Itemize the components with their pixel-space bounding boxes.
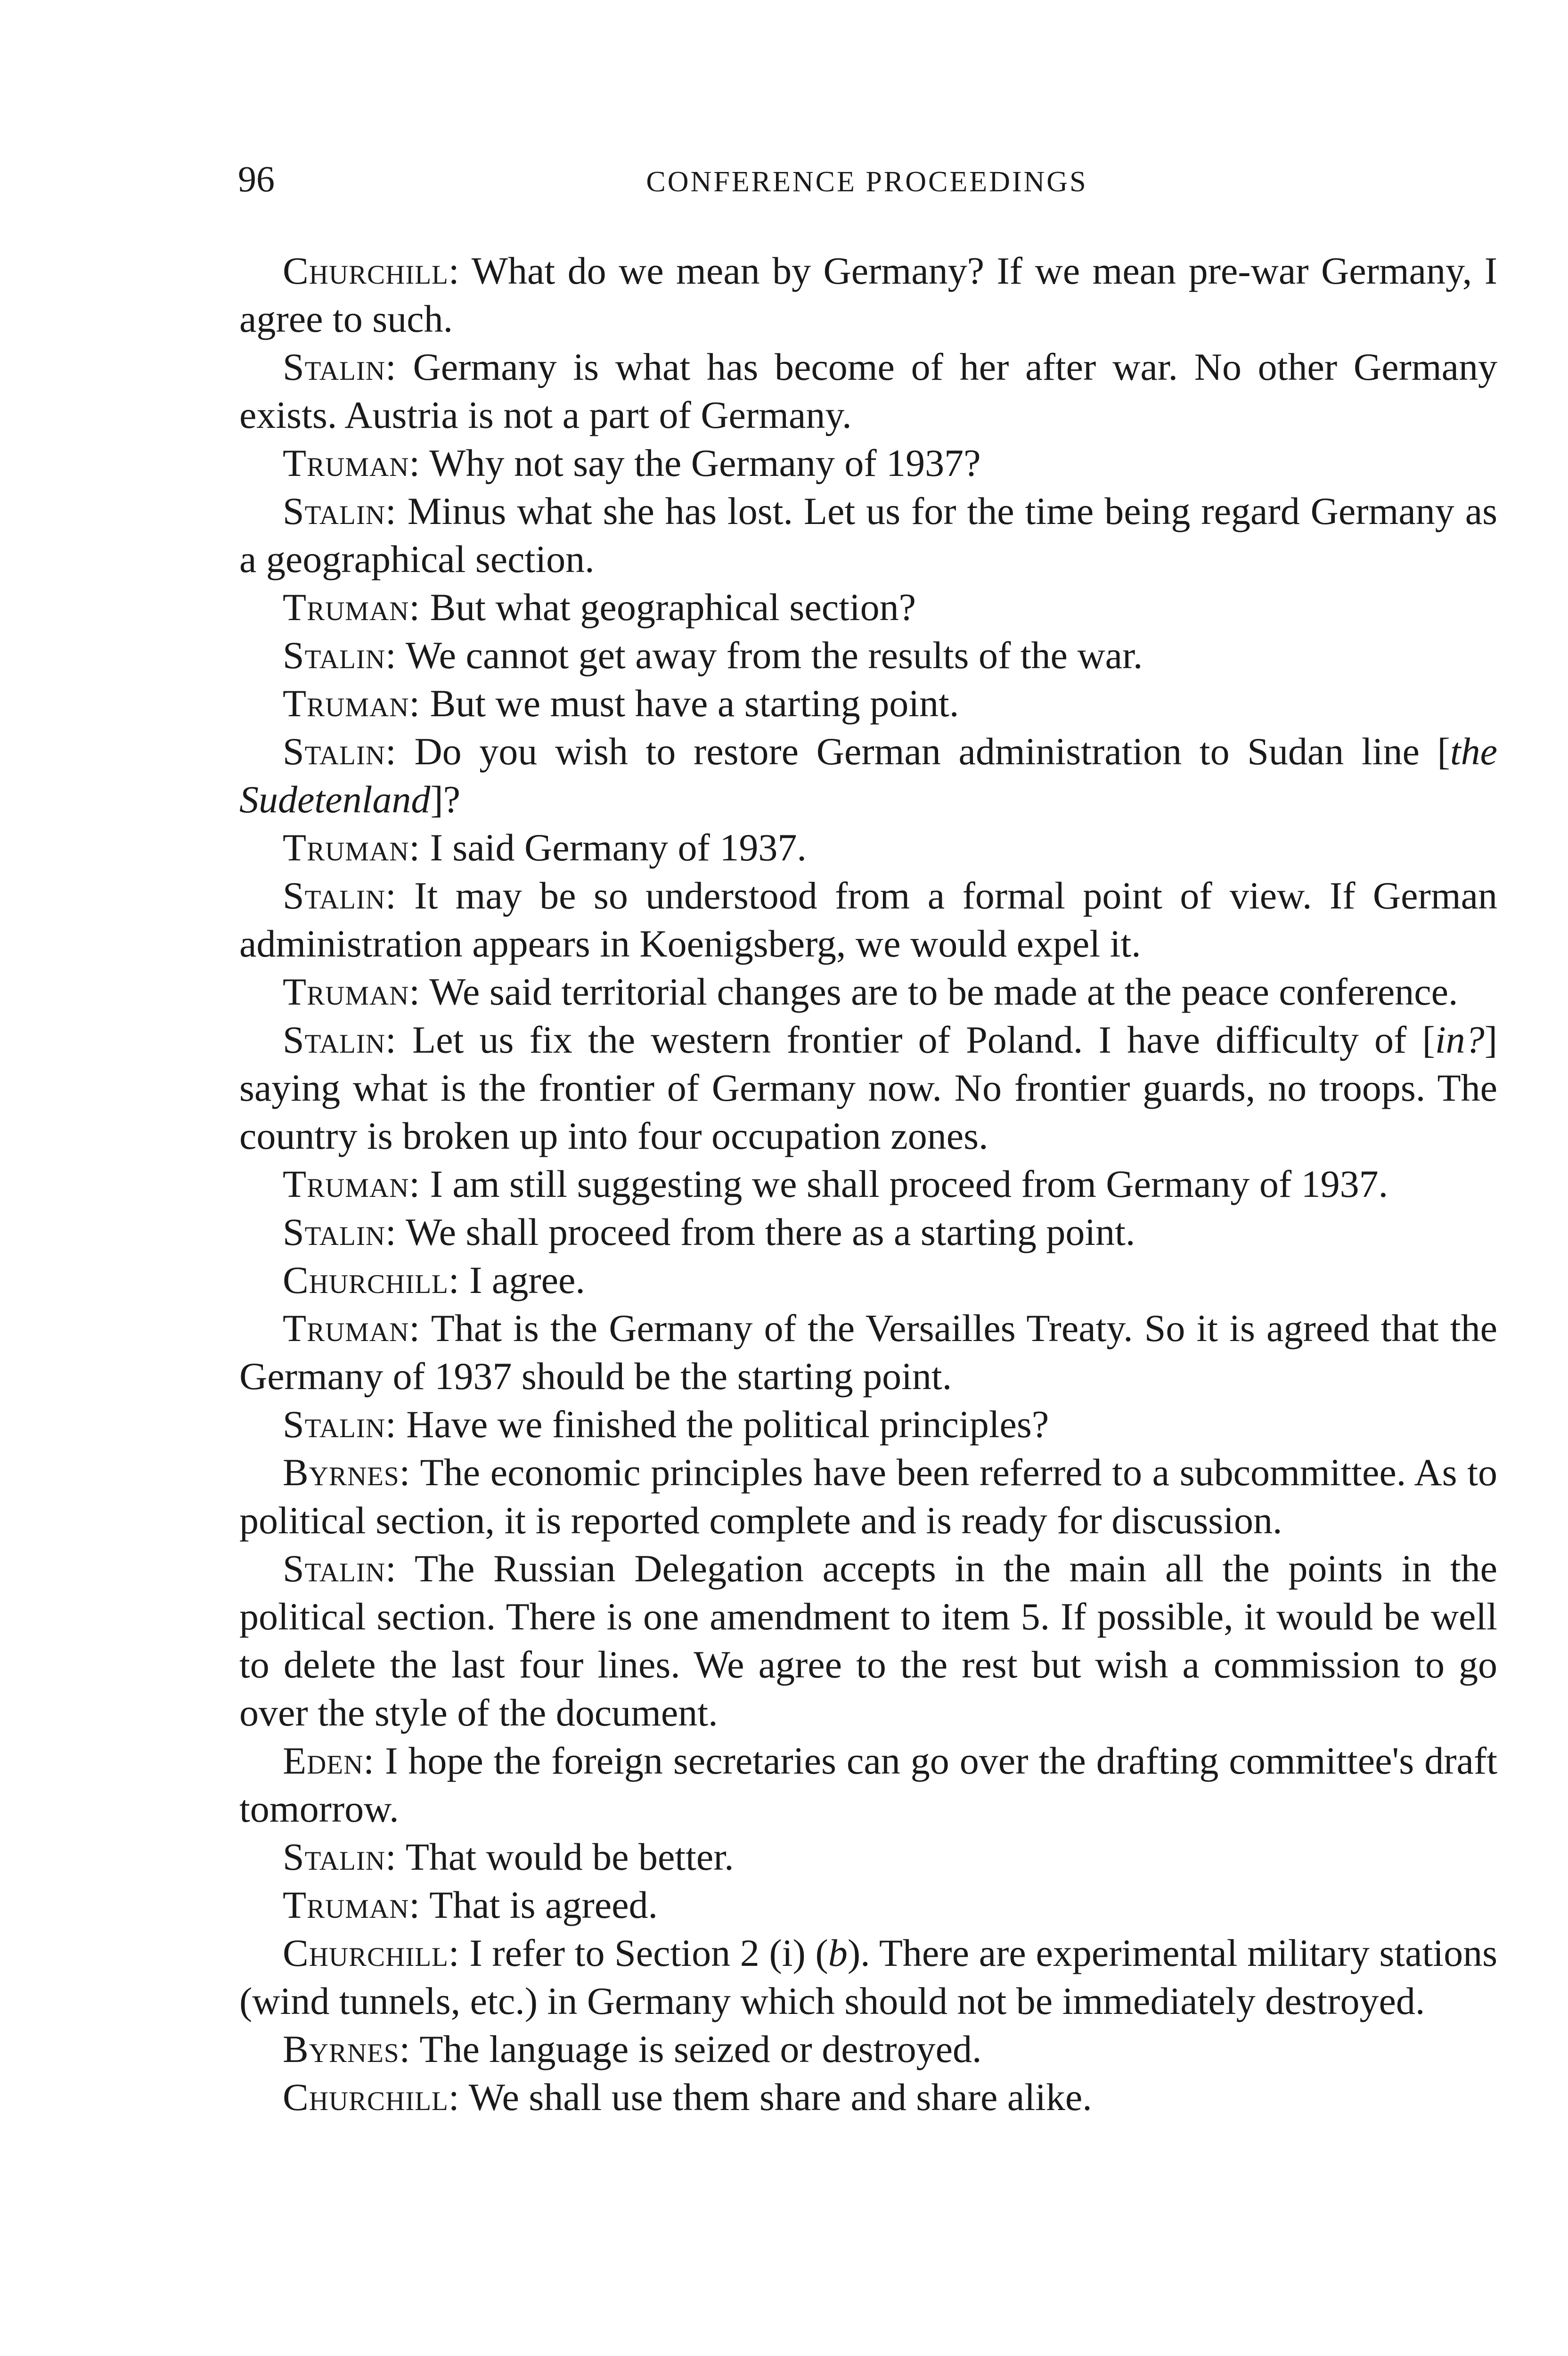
paragraph-text: Have we finished the political principles? — [406, 1403, 1049, 1446]
speaker-name: Stalin: — [283, 1211, 397, 1253]
speaker-name: Stalin: — [283, 345, 397, 388]
speaker-name: Truman: — [283, 586, 421, 629]
speaker-name: Truman: — [283, 826, 421, 869]
speaker-name: Churchill: — [283, 249, 460, 292]
speaker-name: Stalin: — [283, 874, 397, 917]
speaker-name: Stalin: — [283, 1835, 397, 1878]
paragraph-text: We shall proceed from there as a starting point. — [405, 1211, 1135, 1253]
transcript-paragraph — [239, 1929, 1497, 2025]
transcript-paragraph — [239, 631, 1497, 679]
editorial-insertion: b — [828, 1931, 848, 1974]
transcript-paragraph — [239, 1881, 1497, 1929]
transcript-paragraph — [239, 2073, 1497, 2121]
transcript-paragraph — [239, 1737, 1497, 1833]
speaker-name: Truman: — [283, 1162, 421, 1205]
paragraph-text: That would be better. — [405, 1835, 734, 1878]
transcript-paragraph — [239, 247, 1497, 343]
paragraph-text: But we must have a starting point. — [430, 682, 959, 725]
speaker-name: Stalin: — [283, 1018, 397, 1061]
paragraph-text-after: ). There are experimental military stations (wind tunnels, etc.) in Germany which should not be immediately destroyed. — [239, 1931, 1498, 2022]
paragraph-text: We shall use them share and share alike. — [468, 2076, 1092, 2119]
transcript-paragraph — [239, 728, 1497, 824]
speaker-name: Truman: — [283, 1307, 421, 1350]
editorial-insertion: in? — [1435, 1018, 1485, 1061]
transcript-paragraph — [239, 1545, 1497, 1737]
paragraph-text: I hope the foreign secretaries can go over the drafting committee's draft tomorrow. — [239, 1739, 1498, 1830]
transcript-paragraph — [239, 1448, 1497, 1545]
paragraph-text: I agree. — [469, 1259, 585, 1301]
speaker-name: Truman: — [283, 442, 421, 484]
paragraph-text: What do we mean by Germany? If we mean pre-war Germany, I agree to such. — [239, 249, 1497, 340]
paragraph-text: Minus what she has lost. Let us for the time being regard Germany as a geographical section. — [239, 490, 1498, 581]
speaker-name: Truman: — [283, 682, 421, 725]
paragraph-text: I refer to Section 2 (i) ( — [469, 1931, 828, 1974]
paragraph-text: We said territorial changes are to be made at the peace conference. — [429, 970, 1458, 1013]
paragraph-text: The economic principles have been referred to a subcommittee. As to political section, it is reported complete and is ready for discussion. — [239, 1451, 1497, 1542]
transcript-paragraph — [239, 583, 1497, 631]
speaker-name: Truman: — [283, 970, 421, 1013]
speaker-name: Stalin: — [283, 730, 397, 773]
speaker-name: Byrnes: — [283, 2028, 411, 2070]
paragraph-text: I am still suggesting we shall proceed from Germany of 1937. — [430, 1162, 1388, 1205]
transcript-paragraph — [239, 872, 1497, 968]
paragraph-text: That is the Germany of the Versailles Treaty. So it is agreed that the Germany of 1937 should be the starting point. — [239, 1307, 1497, 1398]
transcript-paragraph — [239, 1833, 1497, 1881]
transcript-paragraph — [239, 343, 1497, 439]
editorial-insertion: the Sudetenland — [239, 730, 1498, 821]
speaker-name: Byrnes: — [283, 1451, 411, 1494]
speaker-name: Stalin: — [283, 634, 397, 677]
transcript-paragraph — [239, 679, 1497, 728]
paragraph-text: The language is seized or destroyed. — [419, 2028, 982, 2070]
transcript-paragraph — [239, 968, 1497, 1016]
transcript-paragraph — [239, 1304, 1497, 1400]
page-number: 96 — [238, 158, 275, 199]
transcript-paragraph — [239, 487, 1497, 583]
transcript-paragraph — [239, 1208, 1497, 1256]
speaker-name: Eden: — [283, 1739, 375, 1782]
paragraph-text: It may be so understood from a formal point of view. If German administration appears in Koenigsberg, we would expel it. — [239, 874, 1497, 965]
paragraph-text: Why not say the Germany of 1937? — [429, 442, 981, 484]
speaker-name: Stalin: — [283, 490, 397, 532]
paragraph-text-after: ] saying what is the frontier of Germany now. No frontier guards, no troops. The country is broken up into four occupation zones. — [239, 1018, 1497, 1157]
speaker-name: Stalin: — [283, 1547, 397, 1590]
paragraph-text: Do you wish to restore German administration to Sudan line [ — [414, 730, 1450, 773]
transcript-body — [239, 247, 1497, 2121]
speaker-name: Churchill: — [283, 1931, 460, 1974]
transcript-paragraph — [239, 439, 1497, 487]
paragraph-text: Germany is what has become of her after war. No other Germany exists. Austria is not a part of Germany. — [239, 345, 1498, 436]
paragraph-text: That is agreed. — [429, 1883, 658, 1926]
speaker-name: Stalin: — [283, 1403, 397, 1446]
transcript-paragraph — [239, 2025, 1497, 2073]
paragraph-text: But what geographical section? — [430, 586, 916, 629]
paragraph-text: The Russian Delegation accepts in the main all the points in the political section. There is one amendment to item 5. If possible, it would be well to delete the last four lines. We agree to the rest but wish a commission to go over the style of the document. — [239, 1547, 1497, 1734]
page-header — [238, 158, 1496, 200]
paragraph-text: I said Germany of 1937. — [430, 826, 807, 869]
transcript-paragraph — [239, 1016, 1497, 1160]
speaker-name: Churchill: — [283, 1259, 460, 1301]
paragraph-text: Let us fix the western frontier of Poland. I have difficulty of [ — [412, 1018, 1435, 1061]
transcript-paragraph — [239, 1256, 1497, 1304]
running-head: CONFERENCE PROCEEDINGS — [646, 166, 1088, 198]
speaker-name: Churchill: — [283, 2076, 460, 2119]
paragraph-text: We cannot get away from the results of the war. — [405, 634, 1143, 677]
transcript-paragraph — [239, 824, 1497, 872]
transcript-paragraph — [239, 1160, 1497, 1208]
transcript-paragraph — [239, 1400, 1497, 1448]
speaker-name: Truman: — [283, 1883, 421, 1926]
paragraph-text-after: ]? — [430, 778, 461, 821]
